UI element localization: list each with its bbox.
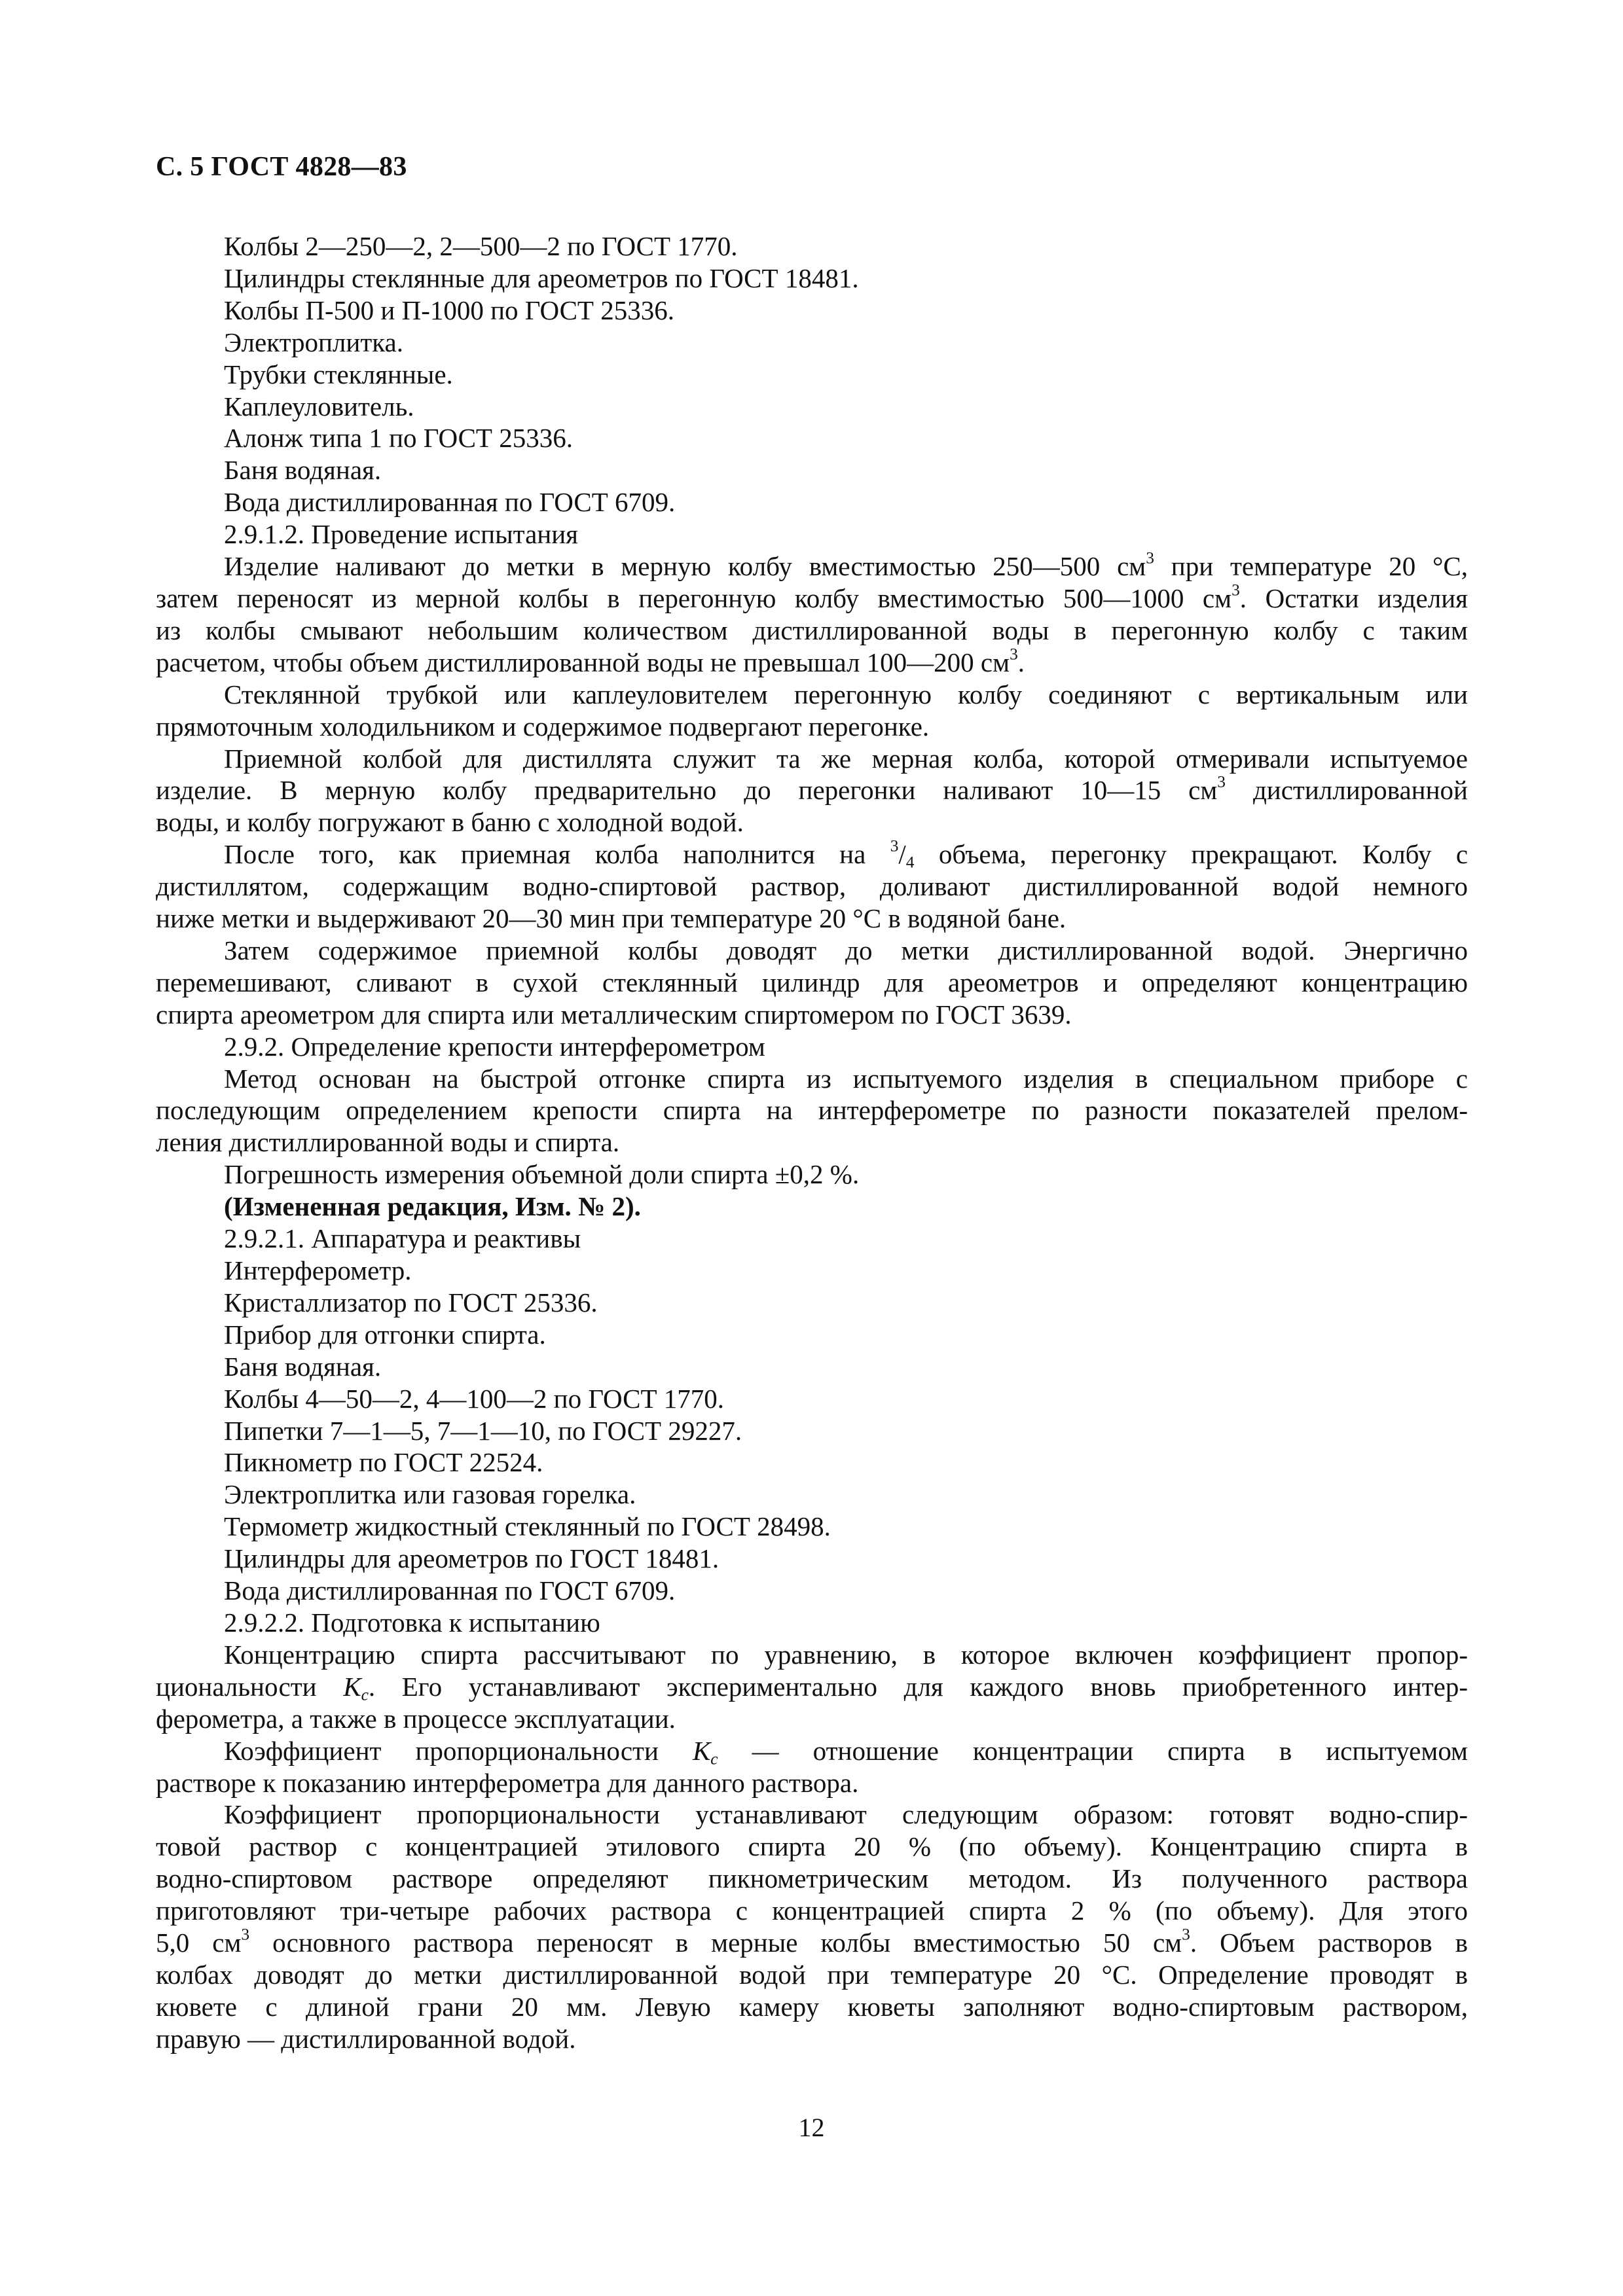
text-line: дистиллятом, содержащим водно-спиртовой раствор, доливают дистиллированной водой немного bbox=[156, 871, 1468, 902]
text-line: кювете с длиной грани 20 мм. Левую камеру кюветы заполняют водно-спиртовым раствором, bbox=[156, 1991, 1468, 2022]
text-line: Прибор для отгонки спирта. bbox=[224, 1319, 546, 1350]
text-line: Интерферометр. bbox=[224, 1255, 412, 1285]
text-line: Баня водяная. bbox=[224, 455, 382, 486]
text-line: прямоточным холодильником и содержимое подвергают перегонке. bbox=[156, 711, 930, 742]
text-line: Затем содержимое приемной колбы доводят до метки дистиллированной водой. Энергично bbox=[224, 935, 1468, 965]
superscript: 3 bbox=[1217, 773, 1226, 792]
fraction-denominator: 4 bbox=[905, 853, 915, 872]
text-line: Электроплитка. bbox=[224, 327, 403, 357]
text-line: приготовляют три-четыре рабочих раствора с концентрацией спирта 2 % (по объему). Для этого bbox=[156, 1895, 1468, 1926]
text-line: Колбы П-500 и П-1000 по ГОСТ 25336. bbox=[224, 295, 674, 325]
text-line: После того, как приемная колба наполнится на $^3$/4 объема, перегонку прекращают. Колбу с bbox=[224, 836, 1468, 872]
text-line: Коэффициент пропорциональности устанавливают следующим образом: готовят водно-спир- bbox=[224, 1799, 1468, 1830]
text-line: Цилиндры стеклянные для ареометров по ГОСТ 18481. bbox=[224, 262, 859, 293]
text-line: Алонж типа 1 по ГОСТ 25336. bbox=[224, 423, 573, 454]
text-line: Трубки стеклянные. bbox=[224, 359, 453, 389]
text-line: циональности $K_с$. Его устанавливают экспериментально для каждого вновь приобретенного интер- bbox=[156, 1671, 1468, 1704]
running-header: С. 5 ГОСТ 4828—83 bbox=[156, 152, 407, 182]
text-line: ферометра, а также в процессе эксплуатации. bbox=[156, 1703, 676, 1734]
text-line: Цилиндры для ареометров по ГОСТ 18481. bbox=[224, 1543, 720, 1574]
text-line: спирта ареометром для спирта или металлическим спиртомером по ГОСТ 3639. bbox=[156, 999, 1072, 1030]
text-line: Термометр жидкостный стеклянный по ГОСТ 28498. bbox=[224, 1511, 831, 1542]
text-line: Вода дистиллированная по ГОСТ 6709. bbox=[224, 487, 676, 518]
text-line: водно-спиртовом растворе определяют пикнометрическим методом. Из полученного раствора bbox=[156, 1863, 1468, 1894]
text-line: 5,0 $см^3$ основного раствора переносят в мерные колбы вместимостью 50 $см^3$. Объем растворов в bbox=[156, 1925, 1468, 1958]
superscript: 3 bbox=[1010, 645, 1018, 664]
page-number: 12 bbox=[798, 2113, 825, 2142]
text-line: Приемной колбой для дистиллята служит та же мерная колба, которой отмеривали испытуемое bbox=[224, 743, 1468, 774]
text-line: последующим определением крепости спирта на интерферометре по разности показателей прелом- bbox=[156, 1095, 1468, 1126]
document-body bbox=[156, 230, 1468, 2055]
text-line: товой раствор с концентрацией этилового спирта 20 % (по объему). Концентрацию спирта в bbox=[156, 1831, 1468, 1862]
text-line: растворе к показанию интерферометра для данного раствора. bbox=[156, 1767, 859, 1798]
text-line: Пикнометр по ГОСТ 22524. bbox=[224, 1447, 543, 1478]
section-heading: 2.9.2.2. Подготовка к испытанию bbox=[224, 1607, 600, 1638]
text-line: Баня водяная. bbox=[224, 1351, 382, 1382]
section-heading: 2.9.2.1. Аппаратура и реактивы bbox=[224, 1223, 581, 1254]
text-line: ниже метки и выдерживают 20—30 мин при температуре 20 °С в водяной бане. bbox=[156, 903, 1067, 934]
text-line: Колбы 4—50—2, 4—100—2 по ГОСТ 1770. bbox=[224, 1383, 725, 1414]
text-line: Пипетки 7—1—5, 7—1—10, по ГОСТ 29227. bbox=[224, 1415, 742, 1446]
amendment-note: (Измененная редакция, Изм. № 2). bbox=[224, 1191, 641, 1222]
text-line: Стеклянной трубкой или каплеуловителем перегонную колбу соединяют с вертикальным или bbox=[224, 679, 1468, 709]
text-line: Кристаллизатор по ГОСТ 25336. bbox=[224, 1287, 598, 1318]
section-heading: 2.9.1.2. Проведение испытания bbox=[224, 519, 579, 550]
text-line: Коэффициент пропорциональности $K_с$ — отношение концентрации спирта в испытуемом bbox=[224, 1735, 1468, 1768]
text-line: изделие. В мерную колбу предварительно до перегонки наливают 10—15 $см^3$ дистиллированной bbox=[156, 773, 1468, 806]
text-line: Концентрацию спирта рассчитывают по уравнению, в которое включен коэффициент пропор- bbox=[224, 1639, 1468, 1670]
section-heading: 2.9.2. Определение крепости интерферометром bbox=[224, 1031, 765, 1062]
text-line: расчетом, чтобы объем дистиллированной воды не превышал 100—200 $см^3$. bbox=[156, 645, 1025, 677]
superscript: 3 bbox=[1231, 581, 1240, 600]
text-line: перемешивают, сливают в сухой стеклянный цилиндр для ареометров и определяют концентрацию bbox=[156, 967, 1468, 997]
superscript: 3 bbox=[1146, 548, 1154, 567]
fraction-numerator: 3 bbox=[890, 836, 899, 855]
kc-symbol: $K_с$ bbox=[692, 1735, 718, 1768]
superscript: 3 bbox=[241, 1925, 250, 1944]
superscript: 3 bbox=[1182, 1925, 1190, 1944]
text-line: Метод основан на быстрой отгонке спирта из испытуемого изделия в специальном приборе с bbox=[224, 1063, 1468, 1094]
text-line: воды, и колбу погружают в баню с холодной водой. bbox=[156, 807, 744, 838]
text-line: ления дистиллированной воды и спирта. bbox=[156, 1127, 620, 1158]
text-line: затем переносят из мерной колбы в перегонную колбу вместимостью 500—1000 $см^3$. Остатки изделия bbox=[156, 581, 1468, 613]
text-line: Погрешность измерения объемной доли спирта ±0,2 %. bbox=[224, 1159, 860, 1190]
text-line: Электроплитка или газовая горелка. bbox=[224, 1479, 636, 1510]
text-line: Каплеуловитель. bbox=[224, 391, 414, 422]
text-line: Изделие наливают до метки в мерную колбу вместимостью 250—500 $см^3$ при температуре 20 °С, bbox=[224, 548, 1468, 582]
text-line: из колбы смывают небольшим количеством дистиллированной воды в перегонную колбу с таким bbox=[156, 615, 1468, 645]
text-line: колбах доводят до метки дистиллированной водой при температуре 20 °С. Определение проводят в bbox=[156, 1959, 1468, 1990]
text-line: Колбы 2—250—2, 2—500—2 по ГОСТ 1770. bbox=[224, 231, 738, 261]
text-line: правую — дистиллированной водой. bbox=[156, 2023, 576, 2054]
text-line: Вода дистиллированная по ГОСТ 6709. bbox=[224, 1575, 676, 1606]
kc-symbol: $K_с$ bbox=[343, 1671, 369, 1704]
